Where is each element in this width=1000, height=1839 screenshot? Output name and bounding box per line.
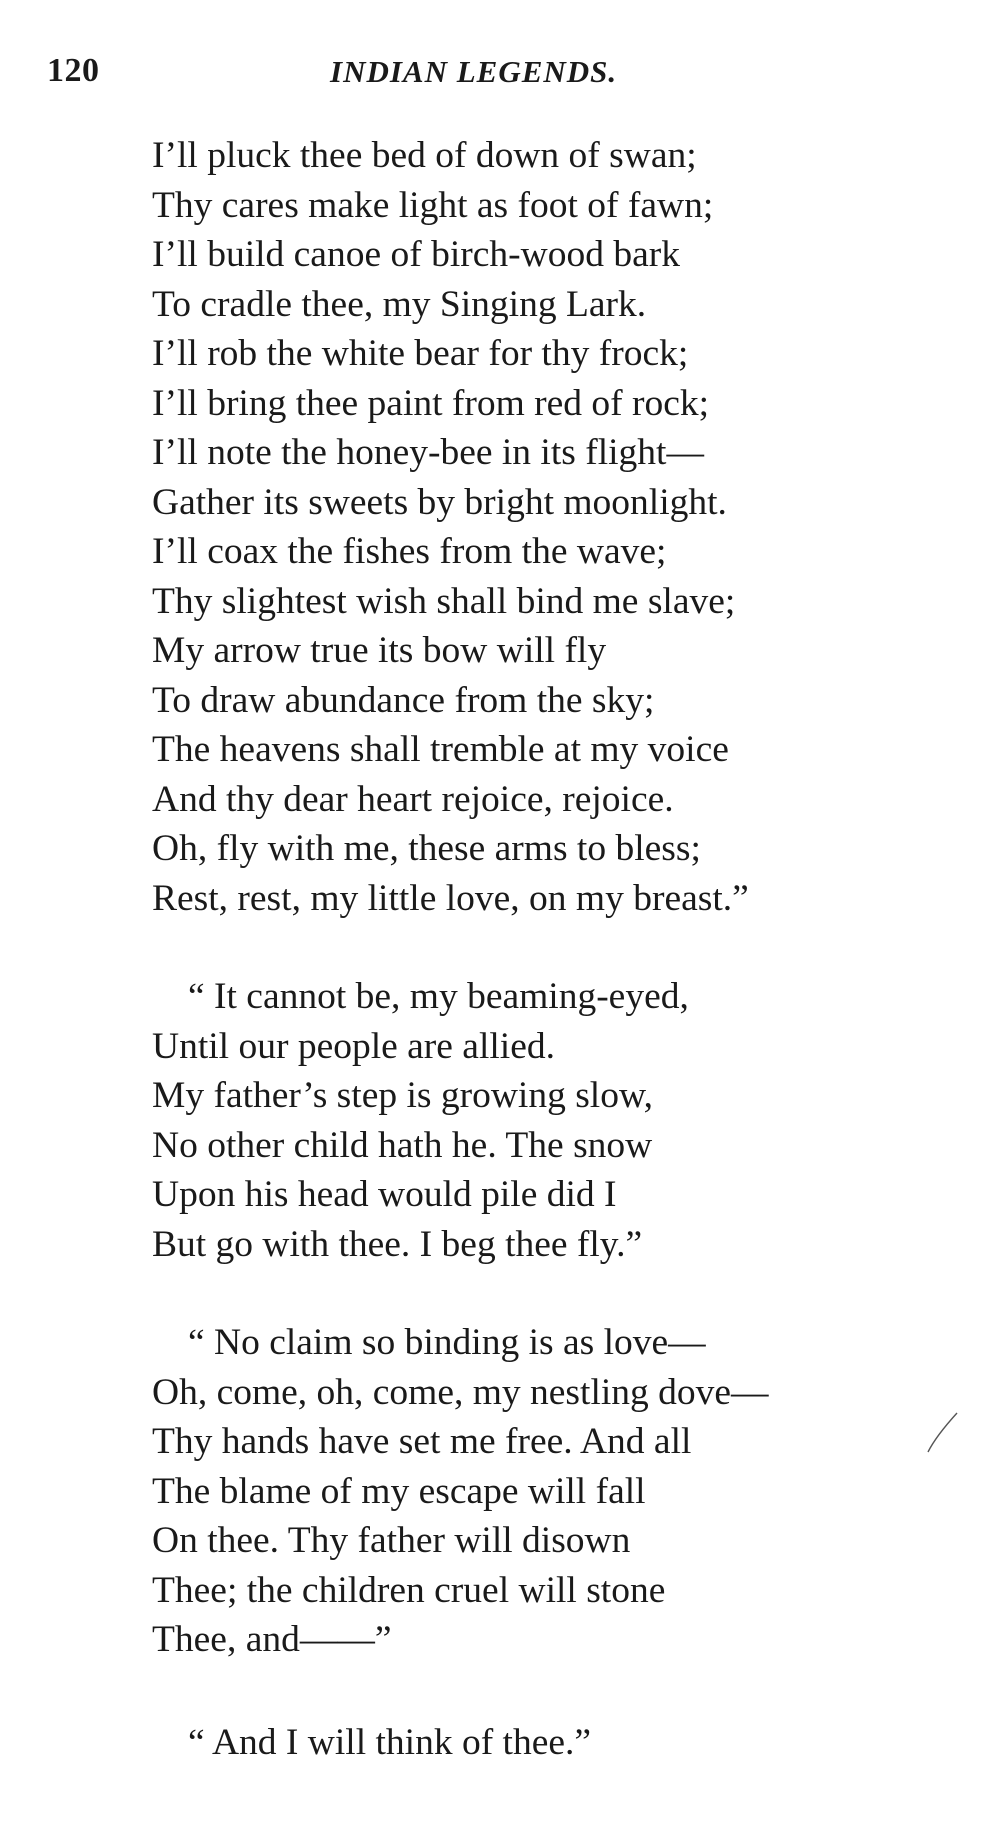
poem-line: I’ll build canoe of birch-wood bark	[152, 234, 680, 275]
poem-line: But go with thee. I beg thee fly.”	[152, 1223, 643, 1265]
poem-line: Oh, fly with me, these arms to bless;	[152, 828, 701, 869]
poem-line: I’ll rob the white bear for thy frock;	[152, 333, 689, 374]
poem-line: I’ll coax the fishes from the wave;	[152, 531, 667, 572]
poem-line: And thy dear heart rejoice, rejoice.	[152, 778, 674, 820]
stanza-3	[152, 1318, 972, 1665]
poem-line: “ It cannot be, my beaming-eyed,	[188, 976, 689, 1017]
poem-line: No other child hath he. The snow	[152, 1124, 653, 1166]
poem-line: “ And I will think of thee.”	[188, 1721, 592, 1763]
poem-line: My arrow true its bow will fly	[152, 630, 607, 671]
stanza-2	[152, 972, 972, 1269]
poem-line: Gather its sweets by bright moonlight.	[152, 481, 727, 523]
poem-line: Oh, come, oh, come, my nestling dove—	[152, 1371, 769, 1413]
poem-line: I’ll pluck thee bed of down of swan;	[152, 135, 697, 176]
poem-line: I’ll bring thee paint from red of rock;	[152, 382, 710, 424]
poem-line: The heavens shall tremble at my voice	[152, 729, 729, 770]
poem-line: To cradle thee, my Singing Lark.	[152, 283, 647, 325]
poem-line: To draw abundance from the sky;	[152, 679, 655, 721]
page-header	[0, 52, 1000, 102]
poem-line: Until our people are allied.	[152, 1025, 555, 1067]
poem-line: The blame of my escape will fall	[152, 1470, 646, 1512]
poem-body	[152, 131, 972, 1767]
poem-line: Thy hands have set me free. And all	[152, 1421, 692, 1462]
poem-line: On thee. Thy father will disown	[152, 1520, 631, 1561]
poem-line: Upon his head would pile did I	[152, 1174, 617, 1215]
poem-line: “ No claim so binding is as love—	[188, 1322, 706, 1363]
running-title: INDIAN LEGENDS.	[330, 54, 618, 89]
pencil-mark	[925, 1410, 961, 1456]
stanza-4	[152, 1718, 972, 1768]
poem-line: My father’s step is growing slow,	[152, 1075, 653, 1116]
poem-line: Thy slightest wish shall bind me slave;	[152, 580, 736, 622]
stanza-1	[152, 131, 972, 923]
poem-line: Thee, and——”	[152, 1619, 392, 1660]
poem-line: Thee; the children cruel will stone	[152, 1569, 666, 1611]
page-number: 120	[47, 52, 100, 89]
poem-line: I’ll note the honey-bee in its flight—	[152, 432, 704, 473]
poem-line: Rest, rest, my little love, on my breast.”	[152, 877, 749, 919]
poem-line: Thy cares make light as foot of fawn;	[152, 184, 714, 226]
